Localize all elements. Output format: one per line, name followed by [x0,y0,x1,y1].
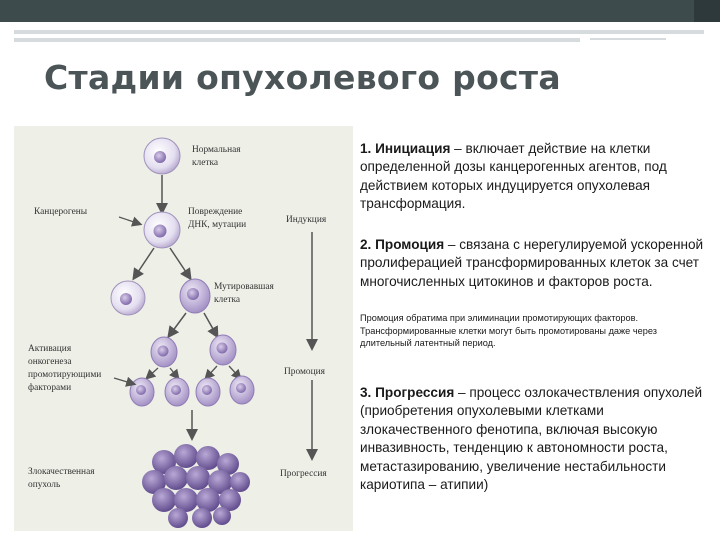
stage-initiation-name: 1. Инициация [360,141,451,156]
label-malignant-tumor: Злокачественная опухоль [28,467,95,490]
malignant-tumor-cluster [142,444,250,528]
stage-initiation [360,140,706,214]
label-normal-cell: Нормальная клетка [192,145,241,168]
decorative-line [14,38,580,42]
stage-progression-text: – процесс озлокачествления опухолей (приобретения опухолевыми клетками злокачественного фенотипа, включая высокую инвазивность, тенденцию к автономности роста, метастазированию, увеличение нестабильности кариотипа – атипии) [360,385,703,493]
stage-promotion-note: Промоция обратима при элиминации промотирующих факторов. Трансформированные клетки могут быть промотированы даже через длительный латентный период. [360,313,657,349]
label-mutated-cell: Мутировавшая клетка [214,282,274,305]
tumor-growth-figure [14,126,353,531]
normal-cell [144,138,180,174]
damaged-cell [144,212,180,248]
stage-progression-name: 3. Прогрессия [360,385,455,400]
daughter-cell [111,281,145,315]
label-carcinogens: Канцерогены [34,207,88,217]
decorative-line [590,38,666,40]
mutated-cell [180,279,210,313]
promoted-cell [151,335,236,367]
slide-title: Стадии опухолевого роста [44,58,561,97]
top-bar-accent [694,0,720,22]
label-induction: Индукция [286,215,327,225]
promoted-cell-row [130,376,254,406]
label-progression: Прогрессия [280,469,327,479]
stage-promotion [360,236,712,291]
stage-initiation-text: – включает действие на клетки определенной дозы канцерогенных агентов, под действием которых индуцируется опухолевая трансформация. [360,141,667,212]
label-activation: Активация онкогенеза промотирующими факторами [28,344,102,393]
stage-promotion-text: – связана с нерегулируемой ускоренной пролиферацией трансформированных клеток за счет многочисленных цитокинов и факторов роста. [360,237,704,289]
label-promotion: Промоция [284,367,325,377]
stage-progression [360,384,706,494]
stage-promotion-name: 2. Промоция [360,237,445,252]
top-bar [0,0,720,22]
label-dna-damage: Повреждение ДНК, мутации [188,207,247,230]
decorative-line [14,30,704,34]
